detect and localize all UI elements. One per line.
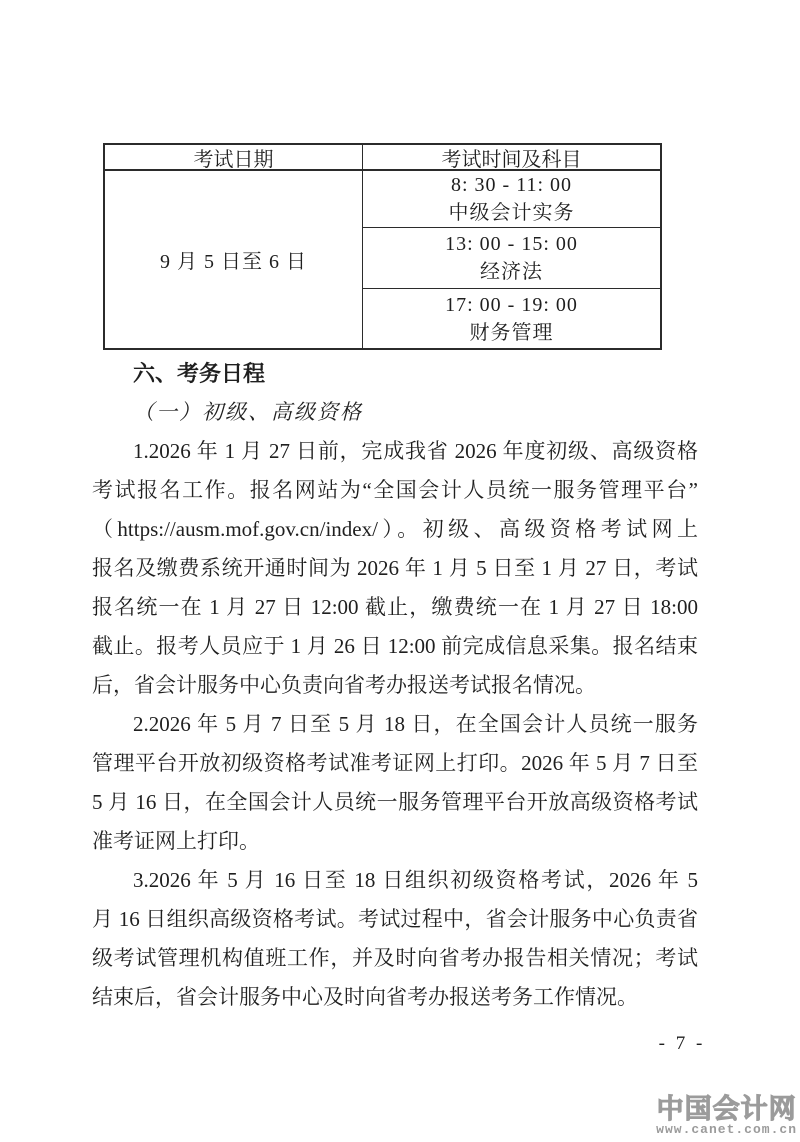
table-cell-session-1 [363, 171, 660, 228]
para1-line: 后，省会计服务中心负责向省考办报送考试报名情况。 [92, 673, 596, 697]
table-header-exam-time-subject: 考试时间及科目 [363, 145, 660, 171]
sub-heading: （一）初级、高级资格 [133, 400, 363, 424]
para1-line: 1.2026 年 1 月 27 日前，完成我省 2026 年度初级、高级资格 [133, 439, 698, 463]
para1-line: （https://ausm.mof.gov.cn/index/）。初级、高级资格考试网上 [92, 517, 698, 541]
canet-watermark [656, 1096, 797, 1137]
watermark-site-url: www.canet.com.cn [656, 1122, 797, 1137]
session-1-time: 8: 30 - 11: 00 [450, 174, 573, 196]
table-header-exam-date: 考试日期 [105, 145, 363, 171]
para2-line: 管理平台开放初级资格考试准考证网上打印。2026 年 5 月 7 日至 [92, 751, 698, 775]
page-number: - 7 - [658, 1033, 706, 1054]
para3-line: 级考试管理机构值班工作，并及时向省考办报告相关情况；考试 [92, 946, 698, 970]
para3-line: 结束后，省会计服务中心及时向省考办报送考务工作情况。 [92, 985, 638, 1009]
exam-schedule-table [103, 143, 662, 350]
table-cell-session-2 [363, 228, 660, 289]
para2-line: 2.2026 年 5 月 7 日至 5 月 18 日，在全国会计人员统一服务 [133, 712, 698, 736]
para2-line: 准考证网上打印。 [92, 829, 260, 853]
session-3-subject: 财务管理 [469, 321, 554, 344]
para1-line: 考试报名工作。报名网站为“全国会计人员统一服务管理平台” [92, 478, 698, 502]
para3-line: 3.2026 年 5 月 16 日至 18 日组织初级资格考试，2026 年 5 [133, 868, 698, 892]
para1-line: 报名统一在 1 月 27 日 12:00 截止，缴费统一在 1 月 27 日 18:00 [92, 595, 698, 619]
watermark-site-name: 中国会计网 [656, 1094, 797, 1124]
table-cell-session-3 [363, 289, 660, 348]
section-heading: 六、考务日程 [133, 361, 266, 386]
session-3-time: 17: 00 - 19: 00 [445, 293, 578, 316]
session-1-subject: 中级会计实务 [448, 202, 575, 224]
para2-line: 5 月 16 日，在全国会计人员统一服务管理平台开放高级资格考试 [92, 790, 698, 814]
session-2-subject: 经济法 [480, 261, 543, 283]
table-cell-exam-date: 9 月 5 日至 6 日 [105, 171, 363, 348]
para1-line: 截止。报考人员应于 1 月 26 日 12:00 前完成信息采集。报名结束 [92, 634, 698, 658]
session-2-time: 13: 00 - 15: 00 [445, 233, 578, 255]
document-body [92, 354, 698, 1017]
para1-line: 报名及缴费系统开通时间为 2026 年 1 月 5 日至 1 月 27 日，考试 [92, 556, 698, 580]
para3-line: 月 16 日组织高级资格考试。考试过程中，省会计服务中心负责省 [92, 907, 698, 931]
